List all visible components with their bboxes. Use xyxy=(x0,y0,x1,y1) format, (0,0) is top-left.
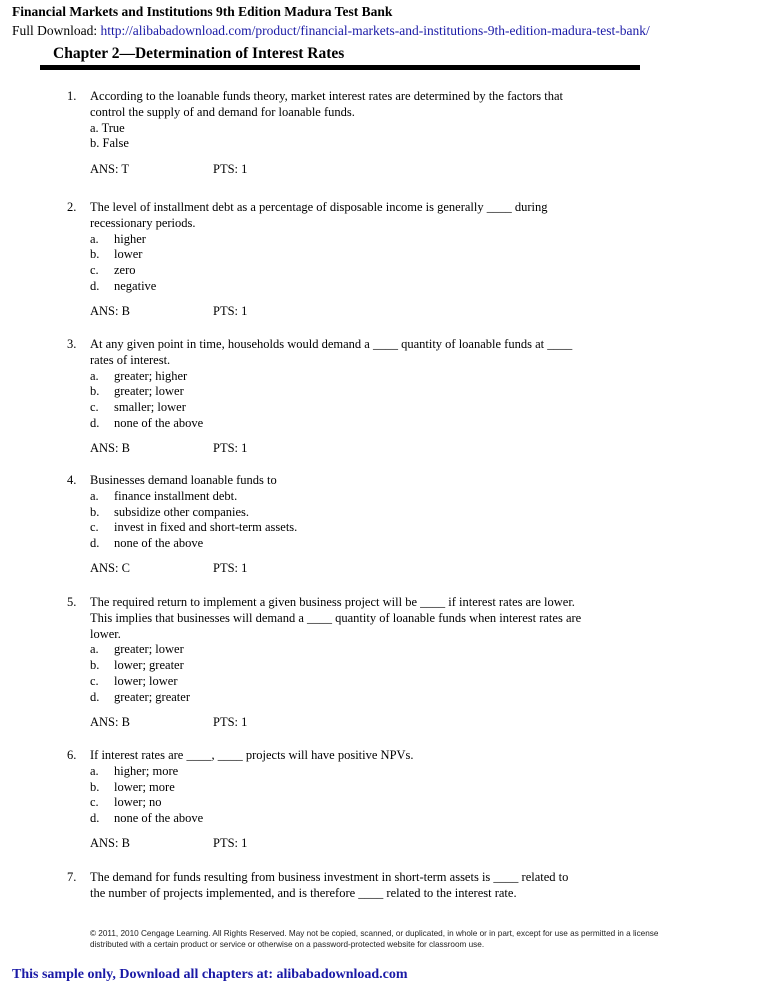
option-c: c. lower; no xyxy=(90,795,162,810)
points: PTS: 1 xyxy=(213,714,248,729)
option-b: b. False xyxy=(90,136,129,151)
download-link[interactable]: http://alibabadownload.com/product/financial-markets-and-institutions-9th-edition-madura-test-bank/ xyxy=(100,23,650,38)
option-c: c. zero xyxy=(90,263,136,278)
chapter-rule xyxy=(40,65,640,70)
answer: ANS: B xyxy=(90,440,130,455)
option-d: d. none of the above xyxy=(90,536,204,551)
copyright-notice: © 2011, 2010 Cengage Learning. All Rights Reserved. May not be copied, scanned, or duplicated, in whole or in part, except for use as permitted in a license distributed with a certain product or service or otherwise on a password-protected website for classroom use. xyxy=(90,929,659,949)
points: PTS: 1 xyxy=(213,835,248,850)
answer: ANS: B xyxy=(90,835,130,850)
answer-line xyxy=(90,304,650,320)
question-stem: Businesses demand loanable funds to xyxy=(90,473,277,487)
option-b: b. lower; more xyxy=(90,779,175,794)
option-a: a. higher; more xyxy=(90,763,179,778)
answer: ANS: C xyxy=(90,560,130,575)
answer-line xyxy=(90,561,650,577)
points: PTS: 1 xyxy=(213,560,248,575)
option-d: d. none of the above xyxy=(90,415,204,430)
question-stem: At any given point in time, households would demand a ____ quantity of loanable funds at ____ rates of interest. xyxy=(90,337,573,367)
option-a: a. True xyxy=(90,120,125,135)
points: PTS: 1 xyxy=(213,303,248,318)
download-label: Full Download: xyxy=(12,23,101,38)
answer: ANS: B xyxy=(90,303,130,318)
question-stem: If interest rates are ____, ____ projects will have positive NPVs. xyxy=(90,748,414,762)
option-c: c. invest in fixed and short-term assets. xyxy=(90,520,298,535)
points: PTS: 1 xyxy=(213,162,248,177)
option-a: a. greater; higher xyxy=(90,368,188,383)
option-a: a. finance installment debt. xyxy=(90,488,238,503)
option-b: b. lower; greater xyxy=(90,658,184,673)
option-b: b. lower xyxy=(90,247,143,262)
question-number: 2. xyxy=(67,200,77,214)
points: PTS: 1 xyxy=(213,440,248,455)
answer: ANS: B xyxy=(90,714,130,729)
answer-line xyxy=(90,441,650,457)
question-stem: The demand for funds resulting from business investment in short-term assets is ____ related to the number of projects implemented, and is therefore ____ related to the interest rate. xyxy=(90,870,569,900)
answer-line xyxy=(90,162,650,178)
option-a: a. greater; lower xyxy=(90,642,184,657)
full-download-line xyxy=(12,23,650,39)
question-number: 6. xyxy=(67,748,77,762)
question-number: 7. xyxy=(67,870,77,884)
chapter-title: Chapter 2—Determination of Interest Rates xyxy=(53,45,345,62)
question-stem: The required return to implement a given business project will be ____ if interest rates are lower. This implies that businesses will demand a ____ quantity of loanable funds when interest rates are lower. xyxy=(90,595,582,641)
answer: ANS: T xyxy=(90,162,130,177)
answer-line xyxy=(90,836,650,852)
document-title: Financial Markets and Institutions 9th Edition Madura Test Bank xyxy=(12,4,393,19)
question-stem: The level of installment debt as a percentage of disposable income is generally ____ during recessionary periods. xyxy=(90,200,548,230)
option-c: c. lower; lower xyxy=(90,673,178,688)
option-d: d. greater; greater xyxy=(90,689,190,704)
option-b: b. greater; lower xyxy=(90,384,184,399)
download-footer[interactable]: This sample only, Download all chapters at: alibabadownload.com xyxy=(12,967,408,982)
question-number: 4. xyxy=(67,473,77,487)
option-d: d. negative xyxy=(90,278,157,293)
question-stem: According to the loanable funds theory, market interest rates are determined by the factors that control the supply of and demand for loanable funds. xyxy=(90,89,563,119)
option-b: b. subsidize other companies. xyxy=(90,504,250,519)
option-d: d. none of the above xyxy=(90,811,204,826)
question-number: 5. xyxy=(67,595,77,609)
option-a: a. higher xyxy=(90,231,146,246)
question-number: 1. xyxy=(67,89,77,103)
answer-line xyxy=(90,715,650,731)
question-number: 3. xyxy=(67,337,77,351)
option-c: c. smaller; lower xyxy=(90,400,186,415)
